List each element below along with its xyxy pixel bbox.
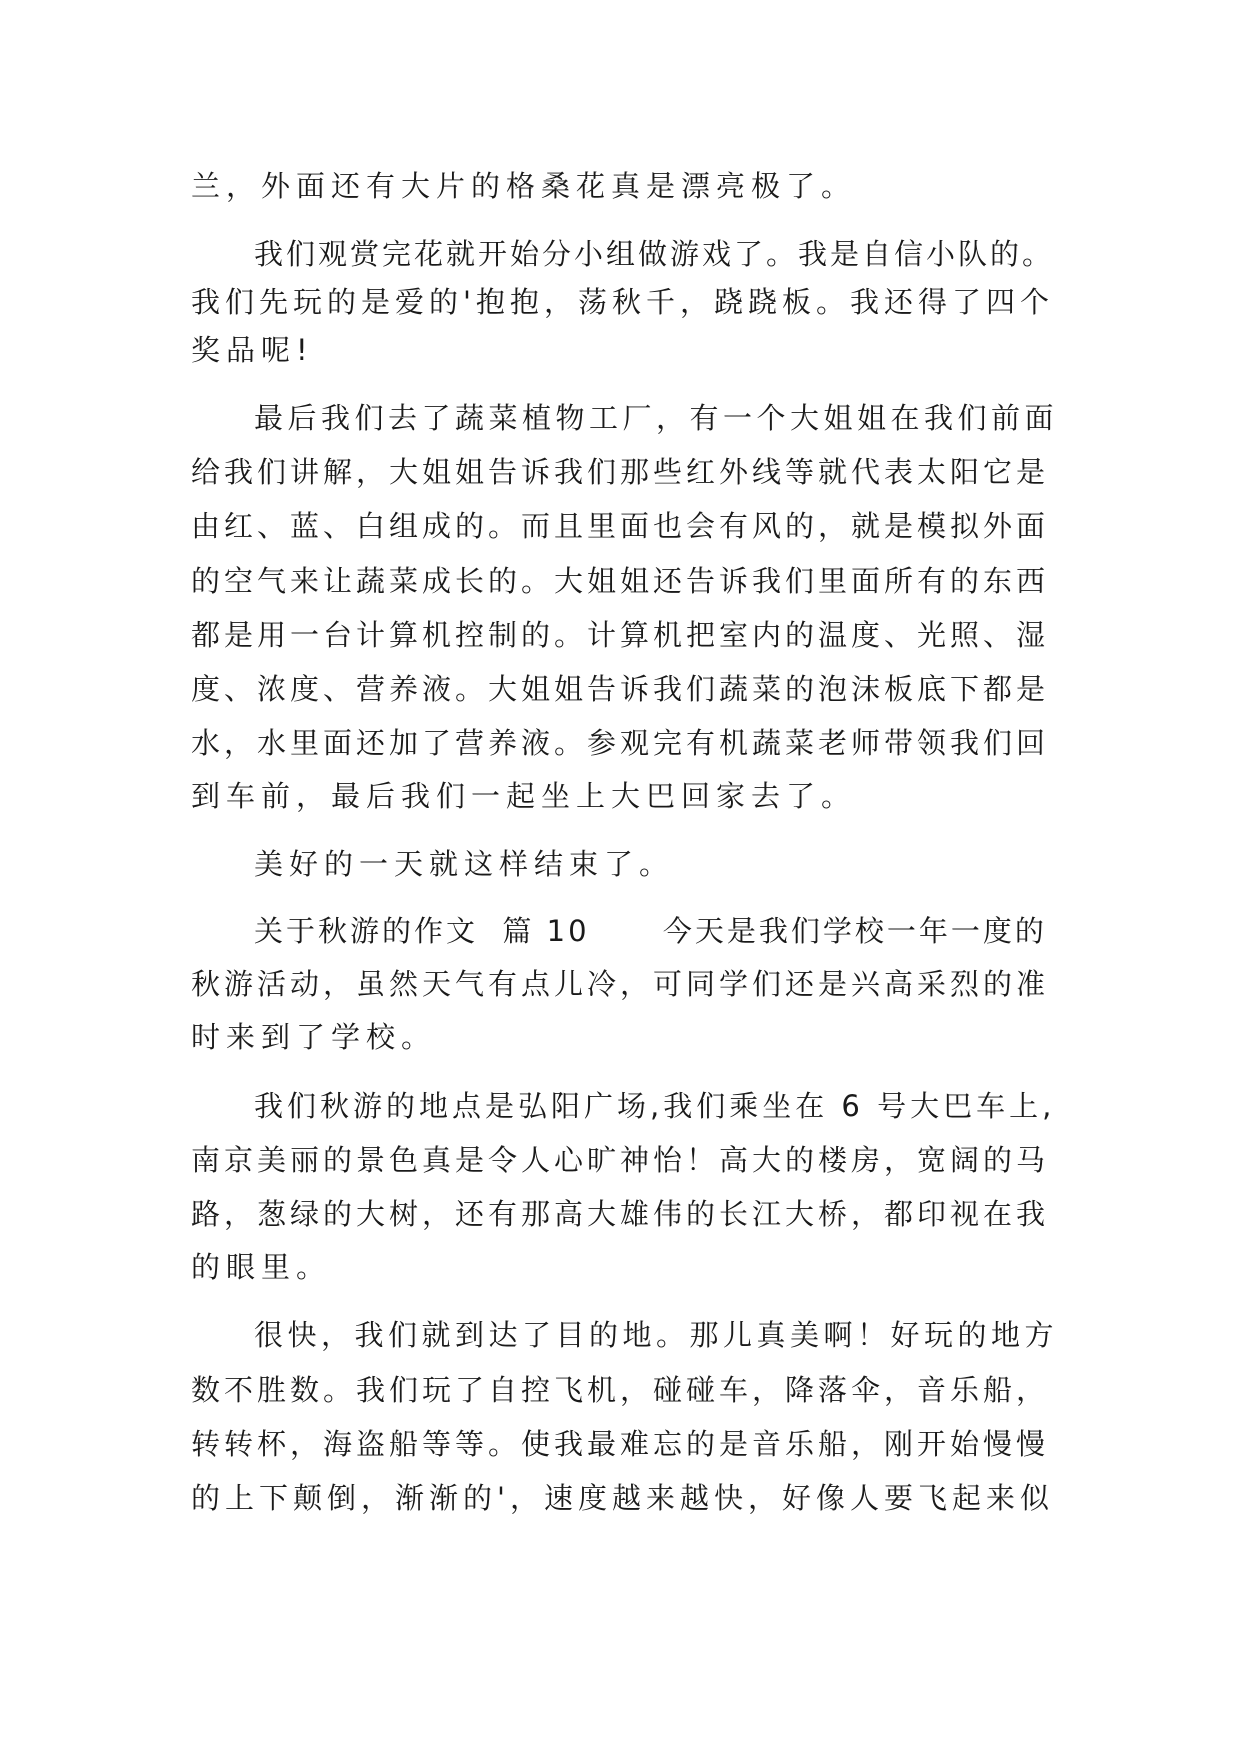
- text-line: 数不胜数。我们玩了自控飞机，碰碰车，降落伞，音乐船，: [191, 1373, 1050, 1407]
- text-line: 我们先玩的是爱的'抱抱，荡秋千，跷跷板。我还得了四个: [191, 285, 1054, 319]
- text-line: 南京美丽的景色真是令人心旷神怡！高大的楼房，宽阔的马: [191, 1143, 1050, 1177]
- text-line: 转转杯，海盗船等等。使我最难忘的是音乐船，刚开始慢慢: [191, 1427, 1050, 1461]
- text-line: 给我们讲解，大姐姐告诉我们那些红外线等就代表太阳它是: [191, 455, 1050, 489]
- text-line: 我们观赏完花就开始分小组做游戏了。我是自信小队的。: [254, 237, 1055, 271]
- text-line: 兰，外面还有大片的格桑花真是漂亮极了。: [191, 169, 857, 203]
- text-line: 很快，我们就到达了目的地。那儿真美啊！好玩的地方: [254, 1318, 1059, 1352]
- text-line: 时来到了学校。: [191, 1020, 437, 1054]
- text-line: 度、浓度、营养液。大姐姐告诉我们蔬菜的泡沫板底下都是: [191, 672, 1050, 706]
- text-line: 都是用一台计算机控制的。计算机把室内的温度、光照、湿: [191, 618, 1050, 652]
- text-line: 关于秋游的作文 篇 10 今天是我们学校一年一度的: [254, 914, 1047, 948]
- text-line: 由红、蓝、白组成的。而且里面也会有风的，就是模拟外面: [191, 509, 1050, 543]
- text-line: 美好的一天就这样结束了。: [254, 847, 675, 881]
- text-line: 的眼里。: [191, 1250, 332, 1284]
- text-line: 的上下颠倒，渐渐的'，速度越来越快，好像人要飞起来似: [191, 1481, 1054, 1515]
- text-line: 的空气来让蔬菜成长的。大姐姐还告诉我们里面所有的东西: [191, 564, 1050, 598]
- text-line: 秋游活动，虽然天气有点儿冷，可同学们还是兴高采烈的准: [191, 967, 1050, 1001]
- text-line: 最后我们去了蔬菜植物工厂，有一个大姐姐在我们前面: [254, 401, 1059, 435]
- text-line: 水，水里面还加了营养液。参观完有机蔬菜老师带领我们回: [191, 726, 1050, 760]
- text-line: 我们秋游的地点是弘阳广场,我们乘坐在 6 号大巴车上,: [254, 1089, 1056, 1123]
- text-line: 路，葱绿的大树，还有那高大雄伟的长江大桥，都印视在我: [191, 1197, 1050, 1231]
- text-line: 到车前，最后我们一起坐上大巴回家去了。: [191, 779, 857, 813]
- text-line: 奖品呢!: [191, 333, 314, 367]
